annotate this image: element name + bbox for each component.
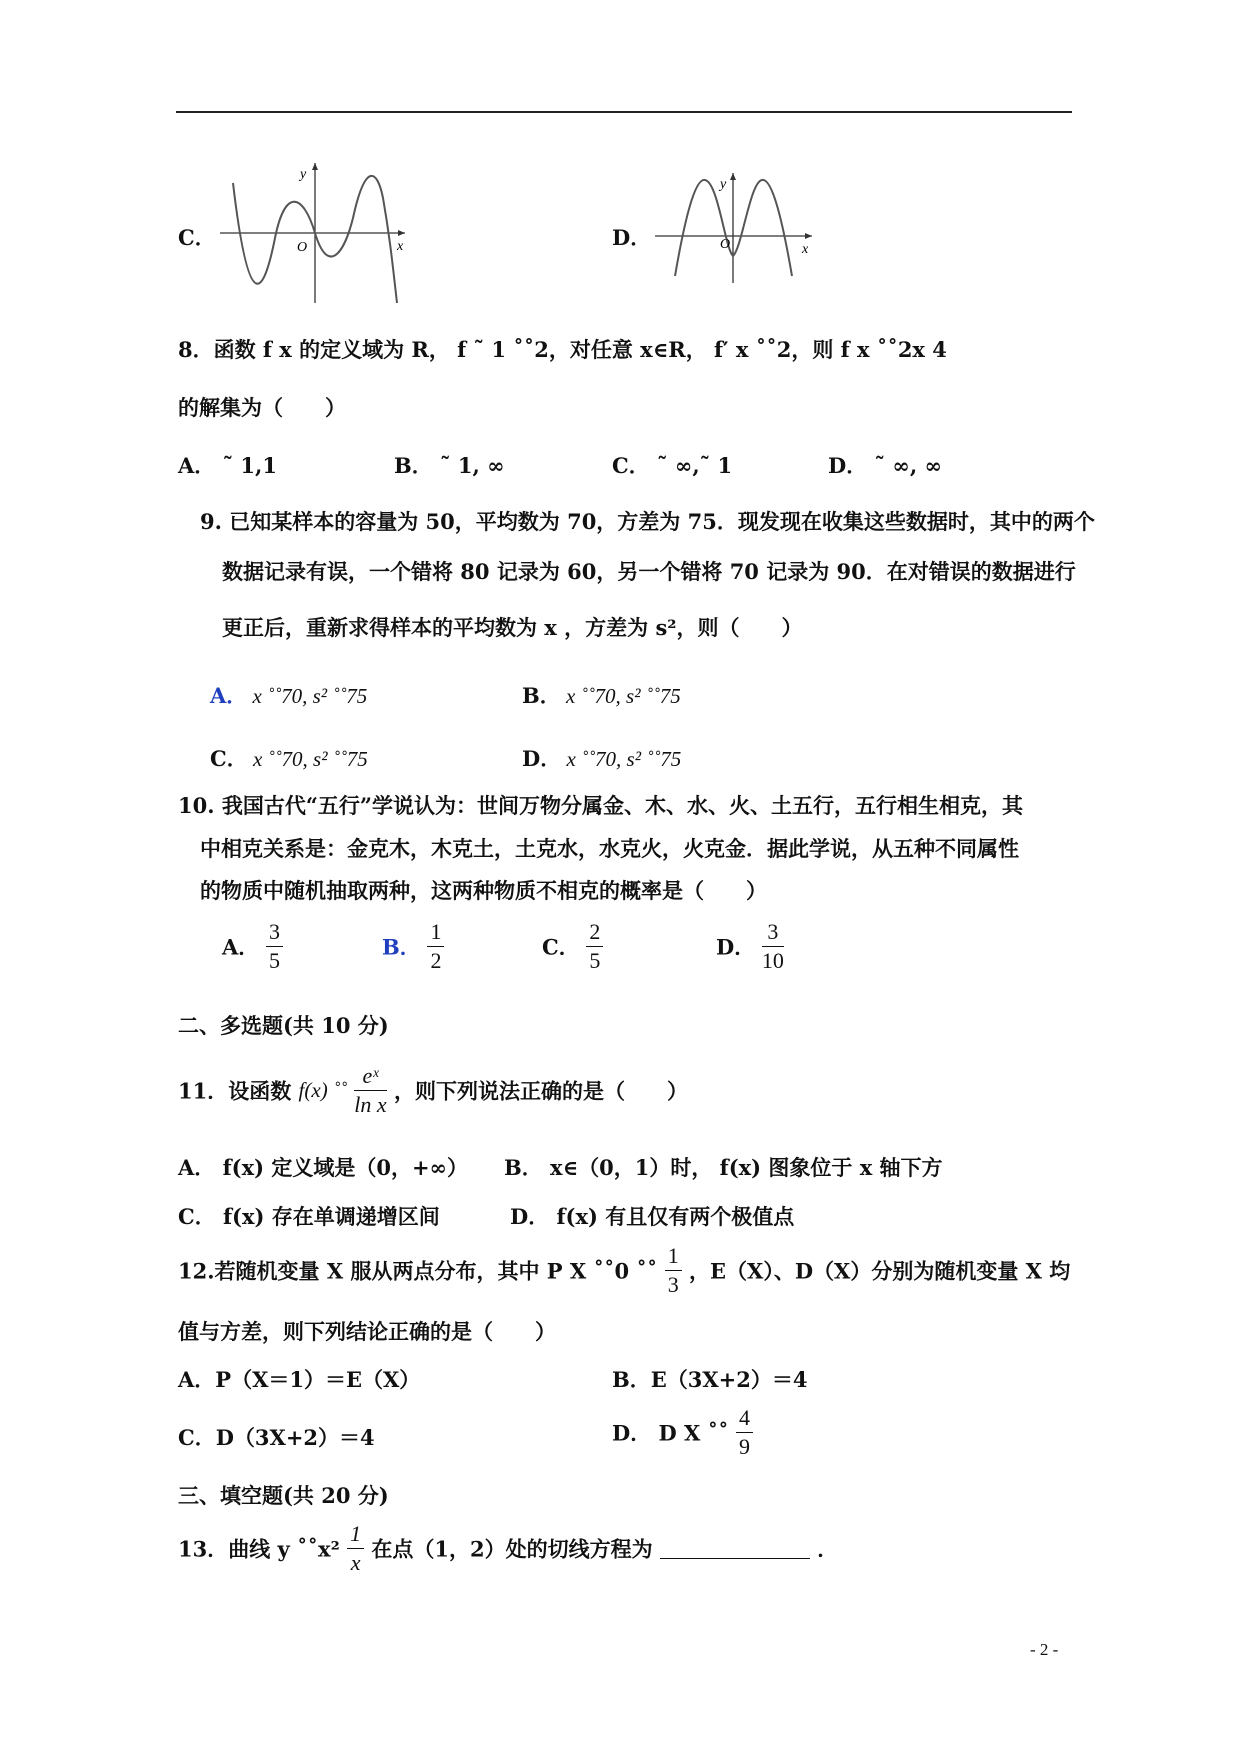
graph-d-x-label: x — [802, 242, 809, 257]
q11-option-a: A． f(x) 定义域是（0，+∞） — [178, 1155, 469, 1180]
q8-option-b: B． ˜ 1, ∞ — [394, 453, 505, 478]
q8-line2: 的解集为（ ） — [178, 395, 346, 420]
q10-option-a-den: 5 — [268, 948, 280, 973]
q12-option-a: A．P（X＝1）＝E（X） — [178, 1367, 421, 1392]
q11-suffix: ，则下列说法正确的是（ ） — [393, 1078, 688, 1104]
graph-d-origin: O — [720, 237, 731, 252]
q9-option-b — [522, 680, 681, 710]
q9-line2: 数据记录有误，一个错将 80 记录为 60，另一个错将 70 记录为 90．在对错误的数据进行 — [222, 559, 1076, 584]
q8-option-c: C． ˜ ∞,˜ 1 — [612, 453, 733, 478]
graph-d-y-arrow — [730, 173, 736, 180]
q8-option-d: D． ˜ ∞, ∞ — [828, 453, 942, 478]
q13-stem — [178, 1520, 838, 1577]
header-rule — [176, 111, 1072, 113]
q8-line1: 8．函数 f x 的定义域为 R， f ˜ 1 ˚˚2，对任意 x∈R， f′ x ˚˚2，则 f x ˚˚2x 4 — [178, 337, 947, 362]
q10-option-c-num: 2 — [586, 918, 603, 947]
option-d-label: D． — [612, 225, 652, 250]
q12-option-d-den: 9 — [738, 1434, 750, 1459]
q10-option-d-den: 10 — [761, 948, 784, 973]
q9-option-d-label: D． — [522, 746, 562, 771]
q12-option-c: C．D（3X+2）＝4 — [178, 1425, 375, 1450]
q9-option-a-label: A． — [210, 683, 248, 708]
q10-line1: 10. 我国古代“五行”学说认为：世间万物分属金、木、水、火、土五行，五行相生相克，其 — [178, 793, 1024, 818]
q13-num: 1 — [347, 1520, 364, 1549]
q9-option-b-label: B． — [522, 683, 561, 708]
q13-suffix: 在点（1，2）处的切线方程为 — [371, 1536, 653, 1562]
q12-suffix: ，E（X）、D（X）分别为随机变量 X 均 — [689, 1258, 1071, 1284]
q12-fraction — [665, 1242, 682, 1299]
q12-den: 3 — [667, 1272, 679, 1297]
q11-den: ln x — [354, 1092, 387, 1117]
q13-den: x — [350, 1550, 361, 1575]
page-number: - 2 - — [1030, 1640, 1059, 1659]
section-fill-in: 三、填空题(共 20 分) — [178, 1483, 389, 1508]
q9-option-d — [522, 743, 681, 773]
q10-option-c-den: 5 — [589, 948, 601, 973]
q12-option-d-num: 4 — [736, 1404, 753, 1433]
q10-option-a-fraction — [266, 918, 283, 975]
q10-option-d-fraction — [762, 918, 784, 975]
q10-option-d-label: D． — [716, 934, 756, 960]
q10-option-b-num: 1 — [427, 918, 444, 947]
graph-d-x-arrow — [805, 233, 812, 239]
q9-option-c-text: x ˚˚70, s² ˚˚75 — [247, 747, 368, 771]
q12-option-d-fraction — [736, 1404, 753, 1461]
q13-fraction — [347, 1520, 364, 1577]
q11-prefix: 11．设函数 — [178, 1078, 292, 1104]
q12-num: 1 — [665, 1242, 682, 1271]
q9-option-c-label: C． — [210, 746, 248, 771]
q13-answer-blank[interactable] — [660, 1538, 810, 1559]
q11-fraction — [354, 1062, 386, 1119]
graph-c — [215, 158, 415, 308]
q10-option-b-fraction — [427, 918, 444, 975]
q9-option-b-text: x ˚˚70, s² ˚˚75 — [560, 684, 681, 708]
q13-prefix: 13．曲线 y ˚˚x² — [178, 1536, 348, 1562]
q12-option-d-prefix: D． D X ˚˚ — [612, 1420, 729, 1446]
section-multiple-choice: 二、多选题(共 10 分) — [178, 1013, 389, 1038]
graph-c-y-arrow — [312, 163, 318, 170]
graph-c-origin: O — [297, 240, 308, 255]
q11-option-d: D． f(x) 有且仅有两个极值点 — [510, 1204, 795, 1229]
q10-option-b-den: 2 — [430, 948, 442, 973]
q10-option-c-fraction — [586, 918, 603, 975]
q10-option-a-num: 3 — [266, 918, 283, 947]
q12-option-d — [612, 1404, 753, 1461]
q9-option-a-text: x ˚˚70, s² ˚˚75 — [247, 684, 368, 708]
q10-option-a — [222, 918, 283, 975]
q12-stem — [178, 1242, 1070, 1299]
option-c-label: C． — [178, 225, 216, 250]
q12-line2: 值与方差，则下列结论正确的是（ ） — [178, 1319, 556, 1344]
q11-stem — [178, 1062, 688, 1119]
graph-d — [650, 168, 820, 288]
q11-option-b: B． x∈（0，1）时， f(x) 图象位于 x 轴下方 — [504, 1155, 943, 1180]
q9-option-d-text: x ˚˚70, s² ˚˚75 — [561, 747, 682, 771]
graph-d-y-label: y — [720, 177, 727, 192]
q10-option-c-label: C． — [542, 934, 580, 960]
q11-option-c: C． f(x) 存在单调递增区间 — [178, 1204, 440, 1229]
q13-end: ． — [817, 1536, 839, 1562]
q9-option-c — [210, 743, 368, 773]
q11-num: eˣ — [354, 1062, 386, 1091]
q10-option-b — [382, 918, 444, 975]
q10-option-d-num: 3 — [762, 918, 784, 947]
q9-line3: 更正后，重新求得样本的平均数为 x ，方差为 s²，则（ ） — [222, 615, 803, 640]
q10-line3: 的物质中随机抽取两种，这两种物质不相克的概率是（ ） — [200, 878, 767, 903]
q10-option-d — [716, 918, 784, 975]
q10-option-c — [542, 918, 603, 975]
q10-option-b-label: B． — [382, 934, 421, 960]
q8-option-a: A． ˜ 1,1 — [178, 453, 277, 478]
q10-line2: 中相克关系是：金克木，木克土，土克水，水克火，火克金．据此学说，从五种不同属性 — [200, 836, 1019, 861]
q12-option-b: B．E（3X+2）＝4 — [612, 1367, 808, 1392]
q11-func: f(x) ˚˚ — [298, 1078, 347, 1102]
q10-option-a-label: A． — [222, 934, 260, 960]
graph-c-y-label: y — [300, 167, 307, 182]
q9-option-a — [210, 680, 367, 710]
q9-line1: 9. 已知某样本的容量为 50，平均数为 70，方差为 75．现发现在收集这些数据时，其中的两个 — [200, 509, 1095, 534]
graph-c-x-arrow — [398, 230, 405, 236]
graph-c-x-label: x — [397, 239, 404, 254]
q12-prefix: 12.若随机变量 X 服从两点分布，其中 P X ˚˚0 ˚˚ — [178, 1258, 658, 1284]
